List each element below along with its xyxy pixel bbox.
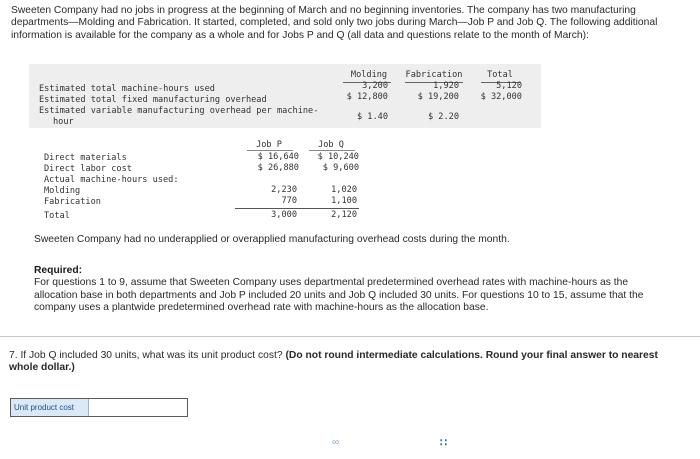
cell-fabrication-variable: $ 2.20 bbox=[427, 112, 459, 122]
no-variance-statement: Sweeten Company had no underapplied or overapplied manufacturing overhead costs during the month. bbox=[34, 234, 510, 245]
header-total: Total bbox=[487, 70, 513, 80]
cell-molding-fixed: $ 12,800 bbox=[346, 92, 388, 102]
question-text: 7. If Job Q included 30 units, what was its unit product cost? bbox=[9, 350, 283, 361]
row-molding-label: Molding bbox=[44, 186, 81, 196]
cell-job-p-total: 3,000 bbox=[271, 210, 297, 220]
header-molding: Molding bbox=[350, 70, 388, 80]
section-divider bbox=[0, 336, 700, 337]
required-section bbox=[34, 265, 644, 315]
header-job-q: Job Q bbox=[318, 140, 344, 150]
row-variable-overhead-label-cont: hour bbox=[53, 117, 74, 127]
required-text: For questions 1 to 9, assume that Sweeten Company uses departmental predetermined overhead rates with machine-hours as the allocation base in both departments and Job P included 20 units and Job Q included 30 units. For questions 10 to 15, assume that the company uses a plantwide predetermined overhead rate with machine-hours as the allocation base. bbox=[34, 277, 644, 314]
cell-job-q-materials: $ 10,240 bbox=[317, 152, 359, 162]
row-total-label: Total bbox=[44, 211, 70, 221]
cell-total-fixed: $ 32,000 bbox=[480, 92, 522, 102]
department-overhead-table bbox=[29, 64, 541, 128]
header-job-p: Job P bbox=[256, 140, 282, 150]
cell-molding-variable: $ 1.40 bbox=[356, 112, 388, 122]
row-direct-materials-label: Direct materials bbox=[44, 153, 127, 163]
header-underline bbox=[309, 150, 355, 151]
cell-job-q-total: 2,120 bbox=[331, 210, 357, 220]
question-instructions: (Do not round intermediate calculations. Round your final answer to nearest whole dollar.) bbox=[9, 350, 658, 374]
cell-fabrication-fixed: $ 19,200 bbox=[417, 92, 459, 102]
cell-job-q-fabrication: 1,100 bbox=[331, 196, 357, 206]
cell-job-q-labor: $ 9,600 bbox=[322, 163, 359, 173]
unit-product-cost-input[interactable] bbox=[90, 400, 188, 416]
job-cost-table bbox=[29, 140, 369, 224]
link-icon[interactable]: ∞ bbox=[332, 437, 340, 448]
more-icon[interactable]: ∷ bbox=[440, 437, 447, 449]
cell-fabrication-mh: 1,920 bbox=[433, 81, 459, 91]
answer-label: Unit product cost bbox=[11, 399, 89, 416]
cell-total-mh: 5,120 bbox=[496, 81, 522, 91]
cell-job-p-labor: $ 26,880 bbox=[257, 163, 299, 173]
row-machine-hours-header: Actual machine-hours used: bbox=[44, 175, 179, 185]
cell-molding-mh: 3,200 bbox=[362, 81, 388, 91]
question-7 bbox=[9, 350, 669, 375]
cell-job-p-fabrication: 770 bbox=[281, 196, 297, 206]
required-heading: Required: bbox=[34, 265, 83, 276]
header-underline bbox=[247, 150, 293, 151]
total-rule bbox=[235, 208, 359, 209]
row-machine-hours-label: Estimated total machine-hours used bbox=[39, 84, 215, 94]
cell-job-p-materials: $ 16,640 bbox=[257, 152, 299, 162]
answer-row bbox=[10, 398, 188, 417]
row-fixed-overhead-label: Estimated total fixed manufacturing overhead bbox=[39, 95, 267, 105]
cell-job-p-molding: 2,230 bbox=[271, 185, 297, 195]
row-direct-labor-label: Direct labor cost bbox=[44, 164, 132, 174]
header-fabrication: Fabrication bbox=[405, 70, 463, 80]
problem-intro: Sweeten Company had no jobs in progress at the beginning of March and no beginning inventories. The company has two manufacturing departments—Molding and Fabrication. It started, completed, and sold only two jobs during March—Job P and Job Q. The following additional information is available for the company as a whole and for Jobs P and Q (all data and questions relate to the month of March): bbox=[11, 5, 658, 41]
cell-job-q-molding: 1,020 bbox=[331, 185, 357, 195]
row-variable-overhead-label: Estimated variable manufacturing overhead per machine- bbox=[39, 106, 319, 116]
row-fabrication-label: Fabrication bbox=[44, 197, 101, 207]
